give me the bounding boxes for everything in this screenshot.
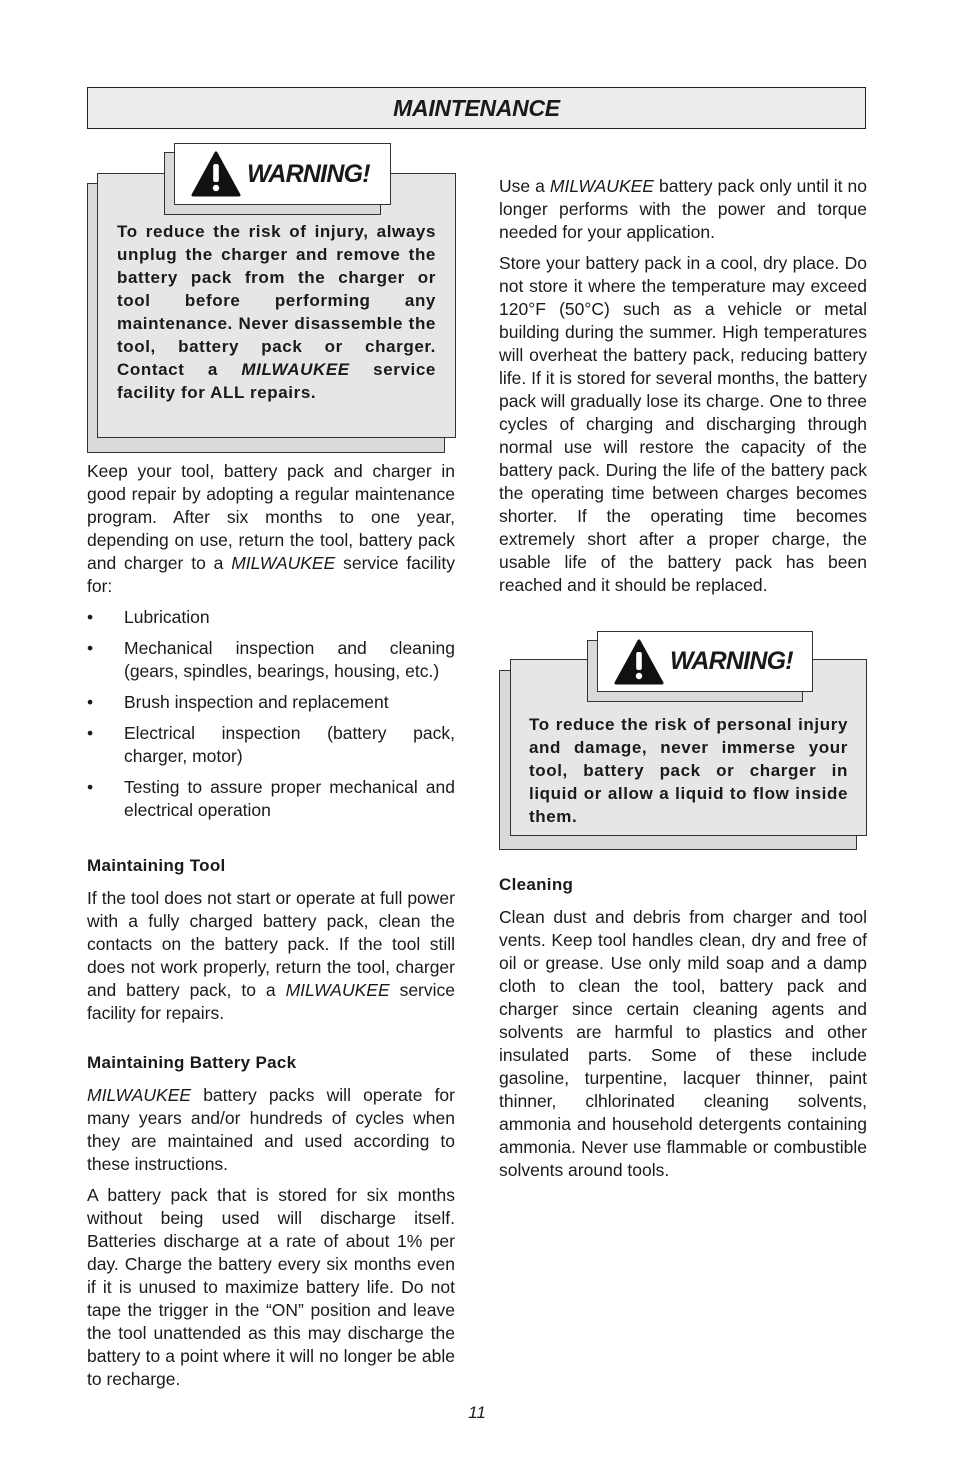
warning-triangle-icon <box>614 639 664 685</box>
list-item-text: Lubrication <box>124 607 210 627</box>
paragraph-text: Keep your tool, battery pack and charger in good repair by adopting a regular maintenance program. After six months to one year, depending on use, return the tool, battery pack and charger to a <box>87 461 455 573</box>
bullet-dot: • <box>87 692 94 712</box>
bullet-dot: • <box>87 777 94 797</box>
warning-tab <box>597 631 813 692</box>
list-item <box>87 606 455 629</box>
left-column <box>87 460 455 1399</box>
list-item <box>87 691 455 714</box>
maintaining-tool-heading: Maintaining Tool <box>87 856 226 875</box>
list-item-text: Testing to assure proper mechanical and electrical operation <box>124 777 455 820</box>
service-list <box>87 606 455 822</box>
cleaning-section <box>499 873 867 1190</box>
brand-name: MILWAUKEE <box>87 1085 192 1105</box>
list-item-text: Electrical inspection (battery pack, charger, motor) <box>124 723 455 766</box>
paragraph-text: service facility for: <box>87 553 456 596</box>
bullet-dot: • <box>87 638 94 658</box>
warning-tab <box>174 143 391 205</box>
brand-name: MILWAUKEE <box>241 360 350 379</box>
warning-triangle-icon <box>191 151 241 197</box>
brand-name: MILWAUKEE <box>231 553 336 573</box>
intro-paragraph <box>87 460 455 598</box>
battery-usage-paragraph <box>499 175 867 244</box>
page-number: 11 <box>468 1403 486 1422</box>
list-item <box>87 776 455 822</box>
paragraph-text: If the tool does not start or operate at full power with a fully charged battery pack, clean the contacts on the battery pack. If the tool still does not work properly, return the tool, charger and battery pack, to a <box>87 888 455 1000</box>
cleaning-paragraph: Clean dust and debris from charger and tool vents. Keep tool handles clean, dry and free of oil or grease. Use only mild soap and a damp cloth to clean the tool, battery pack and charger since certain cleaning agents and solvents are harmful to plastics and other insulated parts. Some of these include gasoline, turpentine, lacquer thinner, paint thinner, clhlorinated cleaning solvents, ammonia and household detergents containing ammonia. Never use flammable or combustible solvents around tools. <box>499 907 867 1180</box>
list-item <box>87 722 455 768</box>
bullet-dot: • <box>87 607 94 627</box>
paragraph-text: battery packs will operate for many years and/or hundreds of cycles when they are maintained and used according to these instructions. <box>87 1085 455 1174</box>
brand-name: MILWAUKEE <box>549 176 654 196</box>
bullet-dot: • <box>87 723 94 743</box>
battery-paragraph-1 <box>87 1084 455 1176</box>
cleaning-heading: Cleaning <box>499 875 574 894</box>
warning-label: WARNING! <box>247 159 370 188</box>
list-item <box>87 637 455 683</box>
right-column <box>499 175 867 605</box>
paragraph-text: battery pack only until it no longer performs with the power and torque needed for your application. <box>499 176 868 242</box>
warning-text: To reduce the risk of personal injury and damage, never immerse your tool, battery pack or charger in liquid or allow a liquid to flow inside them. <box>529 715 848 826</box>
maintaining-tool-paragraph <box>87 887 455 1025</box>
list-item-text: Mechanical inspection and cleaning (gears, spindles, bearings, housing, etc.) <box>124 638 455 681</box>
battery-paragraph-2: A battery pack that is stored for six months without being used will discharge itself. Batteries discharge at a rate of about 1% per day. Charge the battery every six months even if it is unused to maximize battery life. Do not tape the trigger in the “ON” position and leave the tool unattended as this may discharge the battery to a point where it will no longer be able to recharge. <box>87 1185 455 1389</box>
maintaining-battery-heading: Maintaining Battery Pack <box>87 1053 297 1072</box>
brand-name: MILWAUKEE <box>285 980 390 1000</box>
page-title: MAINTENANCE <box>393 94 560 121</box>
section-title-bar <box>87 87 866 129</box>
paragraph-text: Use a <box>499 176 550 196</box>
battery-storage-paragraph: Store your battery pack in a cool, dry place. Do not store it where the temperature may exceed 120°F (50°C) such as a vehicle or metal building during the summer. High temperatures will overheat the battery pack, reducing battery life. If it is stored for several months, the battery pack will gradually lose its charge. One to three cycles of charging and discharging through normal use will restore the capacity of the battery pack. During the life of the battery pack the operating time between charges becomes shorter. If the operating time becomes extremely short after a proper charge, the usable life of the battery pack has been reached and it should be replaced. <box>499 253 867 595</box>
paragraph-text: service facility for repairs. <box>87 980 455 1023</box>
list-item-text: Brush inspection and replacement <box>124 692 389 712</box>
warning-text <box>117 220 436 404</box>
warning-text-part: To reduce the risk of injury, always unplug the charger and remove the battery pack from the charger or tool before performing any maintenance. Never disassemble the tool, battery pack or charger. Contact a <box>117 222 436 379</box>
warning-label: WARNING! <box>670 647 793 675</box>
warning-text-part: service facility for ALL repairs. <box>117 360 436 402</box>
